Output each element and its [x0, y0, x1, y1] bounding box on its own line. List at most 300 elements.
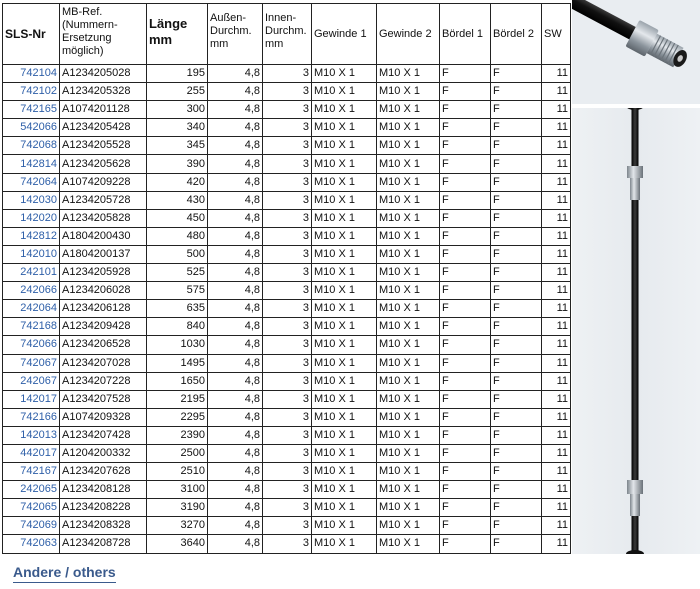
table-row: [3, 463, 571, 481]
cell-innen-durchm: 3: [263, 65, 312, 83]
cell-laenge: 1650: [147, 372, 208, 390]
table-row: [3, 300, 571, 318]
cell-sw: 11: [542, 372, 571, 390]
cell-mb-ref: A1234207528: [60, 390, 147, 408]
cell-mb-ref: A1234205028: [60, 65, 147, 83]
cell-gewinde-1: M10 X 1: [312, 191, 377, 209]
cell-boerdel-2: F: [491, 101, 542, 119]
cell-gewinde-2: M10 X 1: [377, 282, 440, 300]
cell-boerdel-1: F: [440, 209, 491, 227]
cell-innen-durchm: 3: [263, 137, 312, 155]
cell-boerdel-1: F: [440, 535, 491, 553]
cell-innen-durchm: 3: [263, 463, 312, 481]
cell-gewinde-2: M10 X 1: [377, 390, 440, 408]
cell-boerdel-2: F: [491, 282, 542, 300]
cell-boerdel-1: F: [440, 354, 491, 372]
cell-gewinde-2: M10 X 1: [377, 155, 440, 173]
cell-sw: 11: [542, 426, 571, 444]
cell-gewinde-1: M10 X 1: [312, 463, 377, 481]
cell-aussen-durchm: 4,8: [208, 227, 263, 245]
cell-aussen-durchm: 4,8: [208, 481, 263, 499]
cell-laenge: 635: [147, 300, 208, 318]
cell-gewinde-1: M10 X 1: [312, 137, 377, 155]
cell-aussen-durchm: 4,8: [208, 535, 263, 553]
cell-gewinde-2: M10 X 1: [377, 318, 440, 336]
cell-gewinde-1: M10 X 1: [312, 444, 377, 462]
cell-mb-ref: A1804200137: [60, 245, 147, 263]
cell-innen-durchm: 3: [263, 173, 312, 191]
cell-gewinde-2: M10 X 1: [377, 264, 440, 282]
cell-mb-ref: A1234208128: [60, 481, 147, 499]
cell-boerdel-2: F: [491, 191, 542, 209]
cell-sw: 11: [542, 390, 571, 408]
cell-aussen-durchm: 4,8: [208, 264, 263, 282]
brake-line-icon: [572, 108, 700, 554]
cell-sls-nr: 742167: [3, 463, 60, 481]
cell-laenge: 2195: [147, 390, 208, 408]
cell-mb-ref: A1234205928: [60, 264, 147, 282]
cell-mb-ref: A1234206128: [60, 300, 147, 318]
cell-mb-ref: A1234208328: [60, 517, 147, 535]
cell-mb-ref: A1234207028: [60, 354, 147, 372]
cell-boerdel-1: F: [440, 282, 491, 300]
cell-sw: 11: [542, 282, 571, 300]
cell-gewinde-2: M10 X 1: [377, 444, 440, 462]
cell-gewinde-2: M10 X 1: [377, 245, 440, 263]
cell-sls-nr: 742102: [3, 83, 60, 101]
cell-mb-ref: A1234205428: [60, 119, 147, 137]
cell-innen-durchm: 3: [263, 101, 312, 119]
cell-boerdel-2: F: [491, 119, 542, 137]
header-gewinde-2: Gewinde 2: [377, 4, 440, 65]
cell-boerdel-1: F: [440, 245, 491, 263]
cell-sw: 11: [542, 264, 571, 282]
cell-laenge: 500: [147, 245, 208, 263]
cell-boerdel-1: F: [440, 119, 491, 137]
cell-gewinde-1: M10 X 1: [312, 499, 377, 517]
cell-boerdel-2: F: [491, 336, 542, 354]
table-row: [3, 499, 571, 517]
cell-boerdel-1: F: [440, 101, 491, 119]
header-boerdel-2: Bördel 2: [491, 4, 542, 65]
cell-laenge: 3190: [147, 499, 208, 517]
cell-gewinde-1: M10 X 1: [312, 65, 377, 83]
cell-laenge: 2390: [147, 426, 208, 444]
cell-sw: 11: [542, 517, 571, 535]
header-gewinde-1: Gewinde 1: [312, 4, 377, 65]
table-row: [3, 191, 571, 209]
cell-sw: 11: [542, 137, 571, 155]
cell-boerdel-2: F: [491, 173, 542, 191]
cell-boerdel-2: F: [491, 227, 542, 245]
table-body: [3, 65, 571, 554]
cell-sls-nr: 142814: [3, 155, 60, 173]
cell-aussen-durchm: 4,8: [208, 444, 263, 462]
cell-laenge: 3640: [147, 535, 208, 553]
cell-boerdel-2: F: [491, 318, 542, 336]
cell-innen-durchm: 3: [263, 300, 312, 318]
cell-mb-ref: A1234205528: [60, 137, 147, 155]
cell-sls-nr: 742069: [3, 517, 60, 535]
cell-mb-ref: A1234206028: [60, 282, 147, 300]
cell-innen-durchm: 3: [263, 83, 312, 101]
cell-mb-ref: A1804200430: [60, 227, 147, 245]
cell-boerdel-2: F: [491, 264, 542, 282]
cell-laenge: 345: [147, 137, 208, 155]
cell-sls-nr: 742104: [3, 65, 60, 83]
cell-gewinde-2: M10 X 1: [377, 137, 440, 155]
cell-sw: 11: [542, 336, 571, 354]
cell-innen-durchm: 3: [263, 444, 312, 462]
cell-laenge: 300: [147, 101, 208, 119]
cell-boerdel-2: F: [491, 354, 542, 372]
cell-laenge: 575: [147, 282, 208, 300]
cell-sw: 11: [542, 535, 571, 553]
cell-gewinde-1: M10 X 1: [312, 354, 377, 372]
cell-innen-durchm: 3: [263, 390, 312, 408]
cell-boerdel-2: F: [491, 300, 542, 318]
cell-sls-nr: 242065: [3, 481, 60, 499]
table-row: [3, 155, 571, 173]
cell-sw: 11: [542, 354, 571, 372]
cell-sls-nr: 542066: [3, 119, 60, 137]
table-row: [3, 444, 571, 462]
cell-sw: 11: [542, 499, 571, 517]
cell-sls-nr: 242067: [3, 372, 60, 390]
cell-aussen-durchm: 4,8: [208, 282, 263, 300]
brake-line-table: [2, 3, 571, 554]
cell-boerdel-1: F: [440, 65, 491, 83]
cell-laenge: 420: [147, 173, 208, 191]
cell-sw: 11: [542, 408, 571, 426]
cell-innen-durchm: 3: [263, 264, 312, 282]
cell-laenge: 480: [147, 227, 208, 245]
table-row: [3, 173, 571, 191]
cell-gewinde-2: M10 X 1: [377, 426, 440, 444]
cell-gewinde-2: M10 X 1: [377, 463, 440, 481]
cell-boerdel-2: F: [491, 245, 542, 263]
cell-innen-durchm: 3: [263, 209, 312, 227]
cell-sls-nr: 142017: [3, 390, 60, 408]
cell-laenge: 2500: [147, 444, 208, 462]
cell-boerdel-2: F: [491, 155, 542, 173]
cell-aussen-durchm: 4,8: [208, 245, 263, 263]
cell-innen-durchm: 3: [263, 245, 312, 263]
cell-aussen-durchm: 4,8: [208, 137, 263, 155]
cell-sls-nr: 142010: [3, 245, 60, 263]
cell-boerdel-1: F: [440, 499, 491, 517]
cell-gewinde-1: M10 X 1: [312, 390, 377, 408]
cell-laenge: 2295: [147, 408, 208, 426]
cell-boerdel-1: F: [440, 83, 491, 101]
cell-boerdel-2: F: [491, 209, 542, 227]
cell-mb-ref: A1074201128: [60, 101, 147, 119]
cell-mb-ref: A1204200332: [60, 444, 147, 462]
cell-boerdel-2: F: [491, 83, 542, 101]
cell-laenge: 840: [147, 318, 208, 336]
cell-sls-nr: 142030: [3, 191, 60, 209]
cell-gewinde-2: M10 X 1: [377, 300, 440, 318]
cell-aussen-durchm: 4,8: [208, 101, 263, 119]
cell-gewinde-2: M10 X 1: [377, 535, 440, 553]
cell-boerdel-1: F: [440, 372, 491, 390]
header-laenge: Länge mm: [147, 4, 208, 65]
cell-mb-ref: A1234205728: [60, 191, 147, 209]
cell-boerdel-1: F: [440, 300, 491, 318]
cell-gewinde-2: M10 X 1: [377, 173, 440, 191]
cell-boerdel-1: F: [440, 336, 491, 354]
cell-sw: 11: [542, 65, 571, 83]
cell-boerdel-1: F: [440, 155, 491, 173]
cell-aussen-durchm: 4,8: [208, 426, 263, 444]
cell-aussen-durchm: 4,8: [208, 372, 263, 390]
cell-laenge: 450: [147, 209, 208, 227]
cell-gewinde-2: M10 X 1: [377, 481, 440, 499]
cell-aussen-durchm: 4,8: [208, 336, 263, 354]
cell-laenge: 390: [147, 155, 208, 173]
cell-innen-durchm: 3: [263, 426, 312, 444]
cell-gewinde-1: M10 X 1: [312, 173, 377, 191]
cell-sw: 11: [542, 83, 571, 101]
cell-aussen-durchm: 4,8: [208, 173, 263, 191]
cell-innen-durchm: 3: [263, 517, 312, 535]
table-row: [3, 481, 571, 499]
cell-boerdel-2: F: [491, 65, 542, 83]
cell-laenge: 430: [147, 191, 208, 209]
table-header-row: [3, 4, 571, 65]
header-boerdel-1: Bördel 1: [440, 4, 491, 65]
cell-sw: 11: [542, 444, 571, 462]
cell-gewinde-1: M10 X 1: [312, 408, 377, 426]
cell-aussen-durchm: 4,8: [208, 390, 263, 408]
cell-aussen-durchm: 4,8: [208, 300, 263, 318]
cell-sls-nr: 742168: [3, 318, 60, 336]
cell-boerdel-2: F: [491, 481, 542, 499]
table-row: [3, 282, 571, 300]
cell-sls-nr: 742064: [3, 173, 60, 191]
table-row: [3, 227, 571, 245]
cell-sw: 11: [542, 227, 571, 245]
cell-aussen-durchm: 4,8: [208, 318, 263, 336]
table-row: [3, 209, 571, 227]
table-row: [3, 372, 571, 390]
cell-gewinde-1: M10 X 1: [312, 517, 377, 535]
table-row: [3, 336, 571, 354]
cell-mb-ref: A1234206528: [60, 336, 147, 354]
cell-boerdel-2: F: [491, 499, 542, 517]
cell-aussen-durchm: 4,8: [208, 499, 263, 517]
header-aussen-durchm: Außen-Durchm. mm: [208, 4, 263, 65]
cell-laenge: 1495: [147, 354, 208, 372]
cell-sw: 11: [542, 191, 571, 209]
cell-boerdel-2: F: [491, 426, 542, 444]
table-row: [3, 426, 571, 444]
table-row: [3, 119, 571, 137]
cell-sw: 11: [542, 463, 571, 481]
cell-boerdel-2: F: [491, 535, 542, 553]
cell-boerdel-1: F: [440, 137, 491, 155]
cell-aussen-durchm: 4,8: [208, 83, 263, 101]
cell-boerdel-2: F: [491, 137, 542, 155]
cell-gewinde-1: M10 X 1: [312, 155, 377, 173]
header-sw: SW: [542, 4, 571, 65]
cell-boerdel-1: F: [440, 426, 491, 444]
table-row: [3, 101, 571, 119]
cell-innen-durchm: 3: [263, 408, 312, 426]
cell-boerdel-1: F: [440, 481, 491, 499]
cell-boerdel-1: F: [440, 227, 491, 245]
cell-innen-durchm: 3: [263, 119, 312, 137]
cell-sls-nr: 742066: [3, 336, 60, 354]
cell-gewinde-2: M10 X 1: [377, 517, 440, 535]
cell-innen-durchm: 3: [263, 372, 312, 390]
cell-gewinde-2: M10 X 1: [377, 209, 440, 227]
table-row: [3, 264, 571, 282]
cell-innen-durchm: 3: [263, 318, 312, 336]
cell-gewinde-2: M10 X 1: [377, 83, 440, 101]
cell-gewinde-1: M10 X 1: [312, 119, 377, 137]
cell-aussen-durchm: 4,8: [208, 209, 263, 227]
cell-gewinde-1: M10 X 1: [312, 336, 377, 354]
header-sls-nr: SLS-Nr: [3, 4, 60, 65]
cell-gewinde-1: M10 X 1: [312, 209, 377, 227]
cell-gewinde-1: M10 X 1: [312, 101, 377, 119]
cell-mb-ref: A1234208728: [60, 535, 147, 553]
cell-mb-ref: A1234207628: [60, 463, 147, 481]
cell-boerdel-2: F: [491, 372, 542, 390]
cell-gewinde-1: M10 X 1: [312, 264, 377, 282]
table-row: [3, 535, 571, 553]
cell-boerdel-2: F: [491, 517, 542, 535]
brake-line-fitting-photo: [572, 0, 700, 104]
cell-sw: 11: [542, 101, 571, 119]
cell-gewinde-2: M10 X 1: [377, 119, 440, 137]
cell-boerdel-2: F: [491, 463, 542, 481]
cell-mb-ref: A1234205328: [60, 83, 147, 101]
cell-sls-nr: 742063: [3, 535, 60, 553]
cell-laenge: 2510: [147, 463, 208, 481]
cell-aussen-durchm: 4,8: [208, 119, 263, 137]
others-link[interactable]: Andere / others: [13, 564, 116, 583]
cell-sls-nr: 242064: [3, 300, 60, 318]
cell-innen-durchm: 3: [263, 336, 312, 354]
header-mb-ref: MB-Ref. (Nummern-Ersetzung möglich): [60, 4, 147, 65]
cell-sw: 11: [542, 173, 571, 191]
cell-aussen-durchm: 4,8: [208, 155, 263, 173]
cell-sw: 11: [542, 155, 571, 173]
cell-innen-durchm: 3: [263, 354, 312, 372]
table-row: [3, 83, 571, 101]
cell-boerdel-1: F: [440, 264, 491, 282]
cell-sls-nr: 142013: [3, 426, 60, 444]
cell-laenge: 340: [147, 119, 208, 137]
cell-boerdel-2: F: [491, 390, 542, 408]
cell-sls-nr: 742165: [3, 101, 60, 119]
cell-gewinde-1: M10 X 1: [312, 300, 377, 318]
cell-gewinde-2: M10 X 1: [377, 408, 440, 426]
cell-boerdel-1: F: [440, 173, 491, 191]
cell-gewinde-1: M10 X 1: [312, 83, 377, 101]
cell-boerdel-2: F: [491, 444, 542, 462]
cell-laenge: 3100: [147, 481, 208, 499]
cell-sls-nr: 242066: [3, 282, 60, 300]
cell-sw: 11: [542, 318, 571, 336]
table-row: [3, 65, 571, 83]
table-row: [3, 517, 571, 535]
cell-boerdel-1: F: [440, 444, 491, 462]
cell-aussen-durchm: 4,8: [208, 191, 263, 209]
cell-gewinde-1: M10 X 1: [312, 426, 377, 444]
fitting-closeup-icon: [572, 0, 700, 104]
cell-sls-nr: 142812: [3, 227, 60, 245]
cell-aussen-durchm: 4,8: [208, 517, 263, 535]
cell-aussen-durchm: 4,8: [208, 463, 263, 481]
cell-aussen-durchm: 4,8: [208, 65, 263, 83]
cell-aussen-durchm: 4,8: [208, 354, 263, 372]
cell-gewinde-2: M10 X 1: [377, 499, 440, 517]
cell-sw: 11: [542, 209, 571, 227]
cell-sw: 11: [542, 119, 571, 137]
cell-mb-ref: A1234208228: [60, 499, 147, 517]
cell-sls-nr: 242101: [3, 264, 60, 282]
table-row: [3, 137, 571, 155]
cell-boerdel-2: F: [491, 408, 542, 426]
cell-innen-durchm: 3: [263, 227, 312, 245]
cell-innen-durchm: 3: [263, 155, 312, 173]
cell-boerdel-1: F: [440, 517, 491, 535]
cell-gewinde-2: M10 X 1: [377, 354, 440, 372]
cell-sls-nr: 742065: [3, 499, 60, 517]
table-row: [3, 354, 571, 372]
cell-gewinde-1: M10 X 1: [312, 227, 377, 245]
cell-innen-durchm: 3: [263, 535, 312, 553]
cell-mb-ref: A1234205828: [60, 209, 147, 227]
cell-gewinde-1: M10 X 1: [312, 245, 377, 263]
cell-boerdel-1: F: [440, 408, 491, 426]
cell-gewinde-2: M10 X 1: [377, 372, 440, 390]
cell-sls-nr: 742068: [3, 137, 60, 155]
cell-mb-ref: A1234207228: [60, 372, 147, 390]
cell-sw: 11: [542, 300, 571, 318]
cell-sw: 11: [542, 481, 571, 499]
cell-mb-ref: A1074209228: [60, 173, 147, 191]
cell-laenge: 195: [147, 65, 208, 83]
cell-boerdel-1: F: [440, 390, 491, 408]
cell-innen-durchm: 3: [263, 481, 312, 499]
cell-gewinde-2: M10 X 1: [377, 101, 440, 119]
brake-line-product-photo: [572, 108, 700, 554]
cell-mb-ref: A1234207428: [60, 426, 147, 444]
cell-sls-nr: 742067: [3, 354, 60, 372]
cell-innen-durchm: 3: [263, 499, 312, 517]
cell-gewinde-1: M10 X 1: [312, 282, 377, 300]
table-row: [3, 318, 571, 336]
cell-boerdel-1: F: [440, 463, 491, 481]
cell-gewinde-2: M10 X 1: [377, 336, 440, 354]
cell-laenge: 3270: [147, 517, 208, 535]
cell-gewinde-1: M10 X 1: [312, 372, 377, 390]
header-innen-durchm: Innen-Durchm. mm: [263, 4, 312, 65]
cell-gewinde-1: M10 X 1: [312, 535, 377, 553]
cell-boerdel-1: F: [440, 318, 491, 336]
table-row: [3, 408, 571, 426]
cell-gewinde-2: M10 X 1: [377, 191, 440, 209]
cell-sls-nr: 442017: [3, 444, 60, 462]
cell-gewinde-2: M10 X 1: [377, 227, 440, 245]
cell-mb-ref: A1234205628: [60, 155, 147, 173]
cell-innen-durchm: 3: [263, 282, 312, 300]
cell-gewinde-2: M10 X 1: [377, 65, 440, 83]
